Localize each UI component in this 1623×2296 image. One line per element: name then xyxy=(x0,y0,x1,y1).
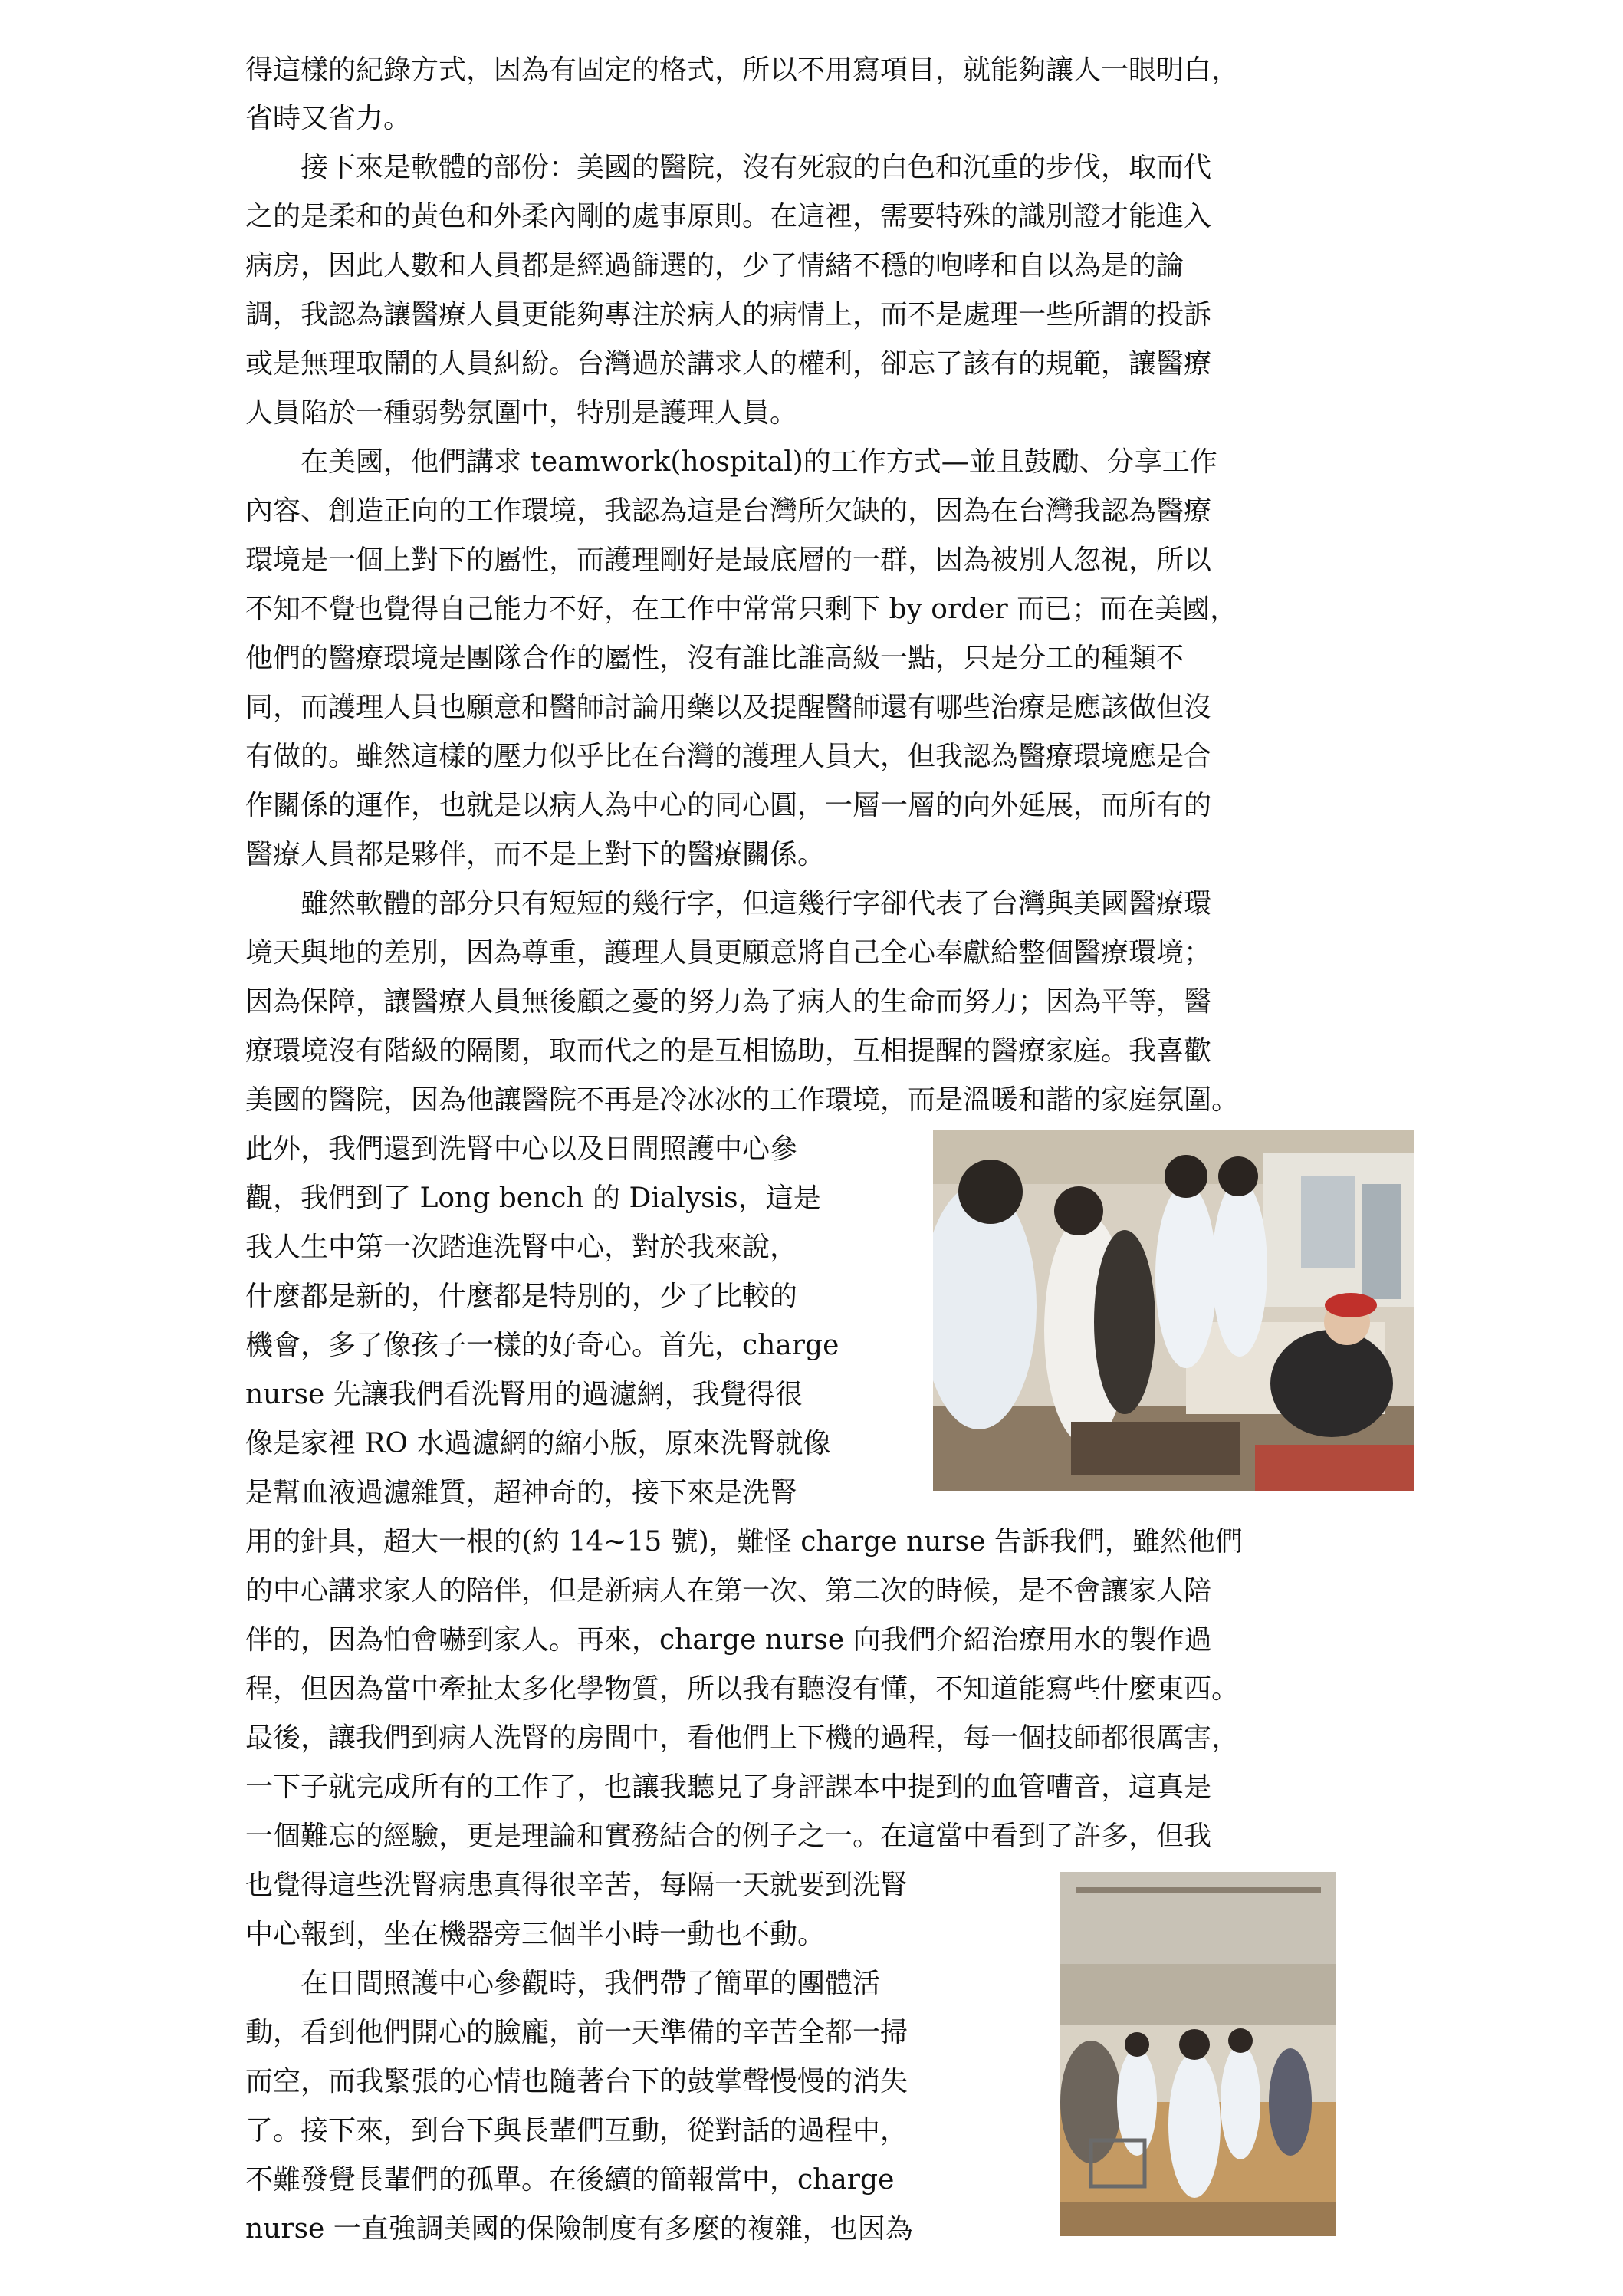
text-line: 而空，而我緊張的心情也隨著台下的鼓掌聲慢慢的消失 xyxy=(245,2066,908,2097)
text-line: 省時又省力。 xyxy=(245,103,412,134)
text-line: 我人生中第一次踏進洗腎中心，對於我來說， xyxy=(245,1232,798,1263)
text-line: 之的是柔和的黃色和外柔內剛的處事原則。在這裡，需要特殊的識別證才能進入 xyxy=(245,201,1212,232)
text-line: 或是無理取鬧的人員糾紛。台灣過於講求人的權利，卻忘了該有的規範，讓醫療 xyxy=(245,348,1212,380)
text-line: 環境是一個上對下的屬性，而護理剛好是最底層的一群，因為被別人忽視，所以 xyxy=(245,544,1212,576)
text-line: 在美國，他們講求 teamwork(hospital)的工作方式—並且鼓勵、分享工作 xyxy=(245,446,1217,478)
text-line: 不難發覺長輩們的孤單。在後續的簡報當中，charge xyxy=(245,2164,895,2196)
text-line: 用的針具，超大一根的(約 14~15 號)，難怪 charge nurse 告訴我們，雖然他們 xyxy=(245,1526,1243,1558)
text-line: 伴的，因為怕會嚇到家人。再來，charge nurse 向我們介紹治療用水的製作過 xyxy=(245,1624,1212,1656)
text-line: 調，我認為讓醫療人員更能夠專注於病人的病情上，而不是處理一些所謂的投訴 xyxy=(245,299,1212,331)
text-line: 是幫血液過濾雜質，超神奇的，接下來是洗腎 xyxy=(245,1477,798,1508)
day-care-activity-photo xyxy=(1060,1872,1336,2236)
text-line: 一下子就完成所有的工作了，也讓我聽見了身評課本中提到的血管嘈音，這真是 xyxy=(245,1771,1212,1803)
text-line: 程，但因為當中牽扯太多化學物質，所以我有聽沒有懂，不知道能寫些什麼東西。 xyxy=(245,1673,1240,1705)
text-line: 作關係的運作，也就是以病人為中心的同心圓，一層一層的向外延展，而所有的 xyxy=(245,790,1212,821)
text-line: 有做的。雖然這樣的壓力似乎比在台灣的護理人員大，但我認為醫療環境應是合 xyxy=(245,741,1212,772)
text-line: 人員陷於一種弱勢氛圍中，特別是護理人員。 xyxy=(245,397,798,429)
text-line: 的中心講求家人的陪伴，但是新病人在第一次、第二次的時候，是不會讓家人陪 xyxy=(245,1575,1212,1607)
text-line: 他們的醫療環境是團隊合作的屬性，沒有誰比誰高級一點，只是分工的種類不 xyxy=(245,643,1184,674)
day-care-illustration xyxy=(1060,1872,1336,2236)
text-line: 觀，我們到了 Long bench 的 Dialysis，這是 xyxy=(245,1183,821,1214)
text-line: 得這樣的紀錄方式，因為有固定的格式，所以不用寫項目，就能夠讓人一眼明白， xyxy=(245,54,1240,86)
text-line: 因為保障，讓醫療人員無後顧之憂的努力為了病人的生命而努力；因為平等，醫 xyxy=(245,986,1212,1018)
text-line: nurse 先讓我們看洗腎用的過濾網，我覺得很 xyxy=(245,1379,803,1410)
text-line: 在日間照護中心參觀時，我們帶了簡單的團體活 xyxy=(245,1968,881,1999)
text-line: 動，看到他們開心的臉龐，前一天準備的辛苦全都一掃 xyxy=(245,2017,908,2048)
text-line: 境天與地的差別，因為尊重，護理人員更願意將自己全心奉獻給整個醫療環境； xyxy=(245,937,1212,969)
text-line: 什麼都是新的，什麼都是特別的，少了比較的 xyxy=(245,1281,798,1312)
text-line: 雖然軟體的部分只有短短的幾行字，但這幾行字卻代表了台灣與美國醫療環 xyxy=(245,888,1212,919)
text-line: 最後，讓我們到病人洗腎的房間中，看他們上下機的過程，每一個技師都很厲害， xyxy=(245,1722,1240,1754)
text-line: 一個難忘的經驗，更是理論和實務結合的例子之一。在這當中看到了許多，但我 xyxy=(245,1821,1212,1852)
dialysis-center-photo xyxy=(933,1130,1414,1491)
text-line: 病房，因此人數和人員都是經過篩選的，少了情緒不穩的咆哮和自以為是的論 xyxy=(245,250,1184,281)
text-line: 此外，我們還到洗腎中心以及日間照護中心參 xyxy=(245,1133,798,1165)
text-line: 同，而護理人員也願意和醫師討論用藥以及提醒醫師還有哪些治療是應該做但沒 xyxy=(245,692,1212,723)
dialysis-center-illustration xyxy=(933,1130,1414,1491)
text-line: 不知不覺也覺得自己能力不好，在工作中常常只剩下 by order 而已；而在美國， xyxy=(245,594,1238,625)
text-line: 接下來是軟體的部份：美國的醫院，沒有死寂的白色和沉重的步伐，取而代 xyxy=(245,152,1212,183)
text-line: 內容、創造正向的工作環境，我認為這是台灣所欠缺的，因為在台灣我認為醫療 xyxy=(245,495,1212,527)
text-line: 療環境沒有階級的隔閡，取而代之的是互相協助，互相提醒的醫療家庭。我喜歡 xyxy=(245,1035,1212,1067)
text-line: 了。接下來，到台下與長輩們互動，從對話的過程中， xyxy=(245,2115,908,2146)
text-line: 中心報到，坐在機器旁三個半小時一動也不動。 xyxy=(245,1919,826,1950)
text-line: 醫療人員都是夥伴，而不是上對下的醫療關係。 xyxy=(245,839,826,870)
text-line: 美國的醫院，因為他讓醫院不再是冷冰冰的工作環境，而是溫暖和諧的家庭氛圍。 xyxy=(245,1084,1240,1116)
text-line: 也覺得這些洗腎病患真得很辛苦，每隔一天就要到洗腎 xyxy=(245,1870,908,1901)
text-line: nurse 一直強調美國的保險制度有多麼的複雜，也因為 xyxy=(245,2213,913,2245)
text-line: 機會，多了像孩子一樣的好奇心。首先，charge xyxy=(245,1330,839,1361)
text-line: 像是家裡 RO 水過濾網的縮小版，原來洗腎就像 xyxy=(245,1428,831,1459)
